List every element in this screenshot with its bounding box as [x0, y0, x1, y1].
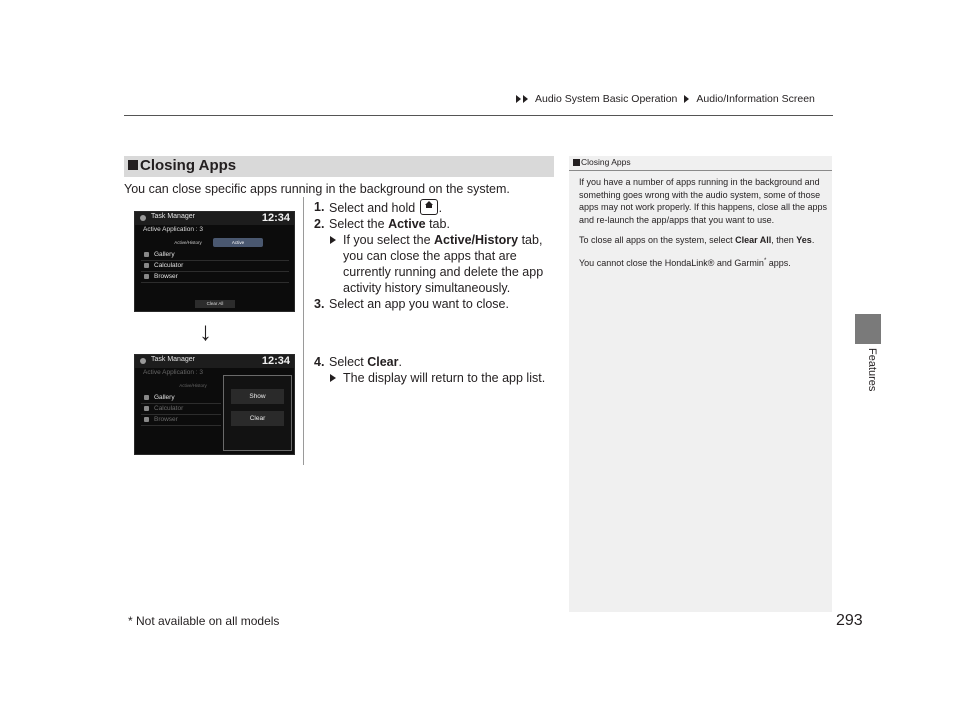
screen-title: Task Manager: [151, 213, 195, 220]
tab-active-history[interactable]: Active/History: [179, 383, 207, 388]
calculator-icon: [144, 406, 149, 411]
step-number: 3.: [314, 297, 325, 311]
step-number: 4.: [314, 355, 325, 369]
step-2-note: [329, 232, 552, 296]
app-name: Browser: [154, 416, 178, 423]
step-text: .: [398, 355, 402, 369]
app-name: Browser: [154, 273, 178, 280]
tab-active[interactable]: Active: [213, 238, 263, 247]
side-note-heading: [569, 156, 832, 171]
task-manager-icon: [140, 358, 146, 364]
breadcrumb-item-1[interactable]: Audio System Basic Operation: [535, 93, 678, 105]
section-title: Closing Apps: [140, 157, 237, 174]
tab-active-history[interactable]: Active/History: [174, 240, 202, 245]
ui-term: Clear All: [735, 235, 772, 245]
screen-title: Task Manager: [151, 356, 195, 363]
note-text: tab, you can close the apps that are currently running and delete the app activity history simultaneously.: [343, 233, 544, 295]
gallery-icon: [144, 395, 149, 400]
breadcrumb-arrow-icon: [523, 95, 528, 103]
chapter-tab-marker: [855, 314, 881, 344]
step-text: tab.: [425, 217, 450, 231]
note-text: You cannot close the HondaLink: [579, 257, 708, 268]
screen-tabs: [163, 381, 223, 390]
side-note-body: [579, 176, 827, 277]
breadcrumb-arrow-icon: [684, 95, 689, 103]
note-text: and Garmin: [714, 257, 764, 268]
step-4-note: [329, 370, 552, 386]
registered-mark: ®: [707, 257, 715, 268]
screenshot-column: [124, 197, 304, 465]
ui-term: Yes: [796, 235, 812, 245]
procedure-steps: [314, 199, 552, 386]
app-row[interactable]: [141, 261, 289, 272]
step-text-end: .: [438, 201, 443, 215]
footnote: * Not available on all models: [128, 614, 280, 628]
app-row[interactable]: [141, 415, 221, 426]
note-text: To close all apps on the system, select: [579, 235, 736, 245]
note-text: .: [811, 235, 815, 245]
header-divider: [124, 115, 833, 116]
breadcrumb-item-2[interactable]: Audio/Information Screen: [696, 93, 815, 105]
breadcrumb-arrow-icon: [516, 95, 521, 103]
step-4: [314, 354, 552, 370]
screen-title-bar: [135, 212, 294, 225]
chapter-tab-label: [842, 348, 894, 408]
chapter-tab-text: Features: [866, 348, 878, 392]
app-row[interactable]: [141, 404, 221, 415]
ui-term: Clear: [367, 355, 399, 369]
task-manager-icon: [140, 215, 146, 221]
screen-title-bar: [135, 355, 294, 368]
app-name: Calculator: [154, 405, 184, 412]
section-intro: You can close specific apps running in the background on the system.: [124, 182, 510, 196]
active-app-count: Active Application : 3: [143, 369, 203, 376]
step-1: [314, 199, 552, 216]
calculator-icon: [144, 263, 149, 268]
step-text: Select the: [329, 217, 389, 231]
page-number: 293: [836, 612, 863, 629]
app-action-popup: [223, 375, 292, 451]
step-text: Select an app you want to close.: [329, 297, 509, 311]
note-text: If you select the: [343, 233, 435, 247]
section-square-icon: [128, 160, 138, 170]
chevron-right-icon: [330, 236, 336, 244]
breadcrumb: [516, 93, 815, 105]
note-text: , then: [771, 235, 797, 245]
note-paragraph-2: [579, 234, 827, 247]
browser-icon: [144, 274, 149, 279]
clear-button[interactable]: Clear: [231, 411, 284, 426]
task-manager-screen-2: [134, 354, 295, 455]
note-text: The display will return to the app list.: [343, 371, 546, 385]
side-note-title: Closing Apps: [581, 157, 631, 167]
step-number: 2.: [314, 217, 325, 231]
gallery-icon: [144, 252, 149, 257]
step-3: [314, 296, 552, 312]
app-name: Gallery: [154, 251, 175, 258]
step-text: Select and hold: [329, 201, 416, 215]
side-note-panel: [569, 156, 832, 612]
note-paragraph-1: If you have a number of apps running in the background and something goes wrong with the audio system, some of those apps may not work properly. If this happens, close all the apps and re-launch the app/apps that you want to use.: [579, 177, 827, 225]
note-paragraph-3: [579, 255, 827, 270]
app-name: Gallery: [154, 394, 175, 401]
screen-clock: 12:34: [261, 212, 290, 224]
note-text: apps.: [766, 257, 791, 268]
show-button[interactable]: Show: [231, 389, 284, 404]
screen-tabs: [163, 238, 263, 247]
active-app-count: Active Application : 3: [143, 226, 203, 233]
home-icon: [420, 199, 438, 215]
browser-icon: [144, 417, 149, 422]
step-2: [314, 216, 552, 232]
ui-term: Active: [388, 217, 426, 231]
task-manager-screen-1: [134, 211, 295, 312]
chevron-right-icon: [330, 374, 336, 382]
ui-term: Active/History: [434, 233, 519, 247]
app-row[interactable]: [141, 272, 289, 283]
screen-clock: 12:34: [261, 355, 290, 367]
app-row[interactable]: [141, 250, 289, 261]
app-row[interactable]: [141, 393, 221, 404]
down-arrow-icon: ↓: [199, 316, 212, 346]
asterisk-mark: *: [763, 257, 767, 264]
step-text: Select: [329, 355, 368, 369]
app-name: Calculator: [154, 262, 184, 269]
section-heading: [124, 156, 554, 177]
step-number: 1.: [314, 200, 325, 214]
clear-all-button[interactable]: Clear All: [195, 300, 235, 308]
note-marker-icon: [573, 159, 580, 166]
